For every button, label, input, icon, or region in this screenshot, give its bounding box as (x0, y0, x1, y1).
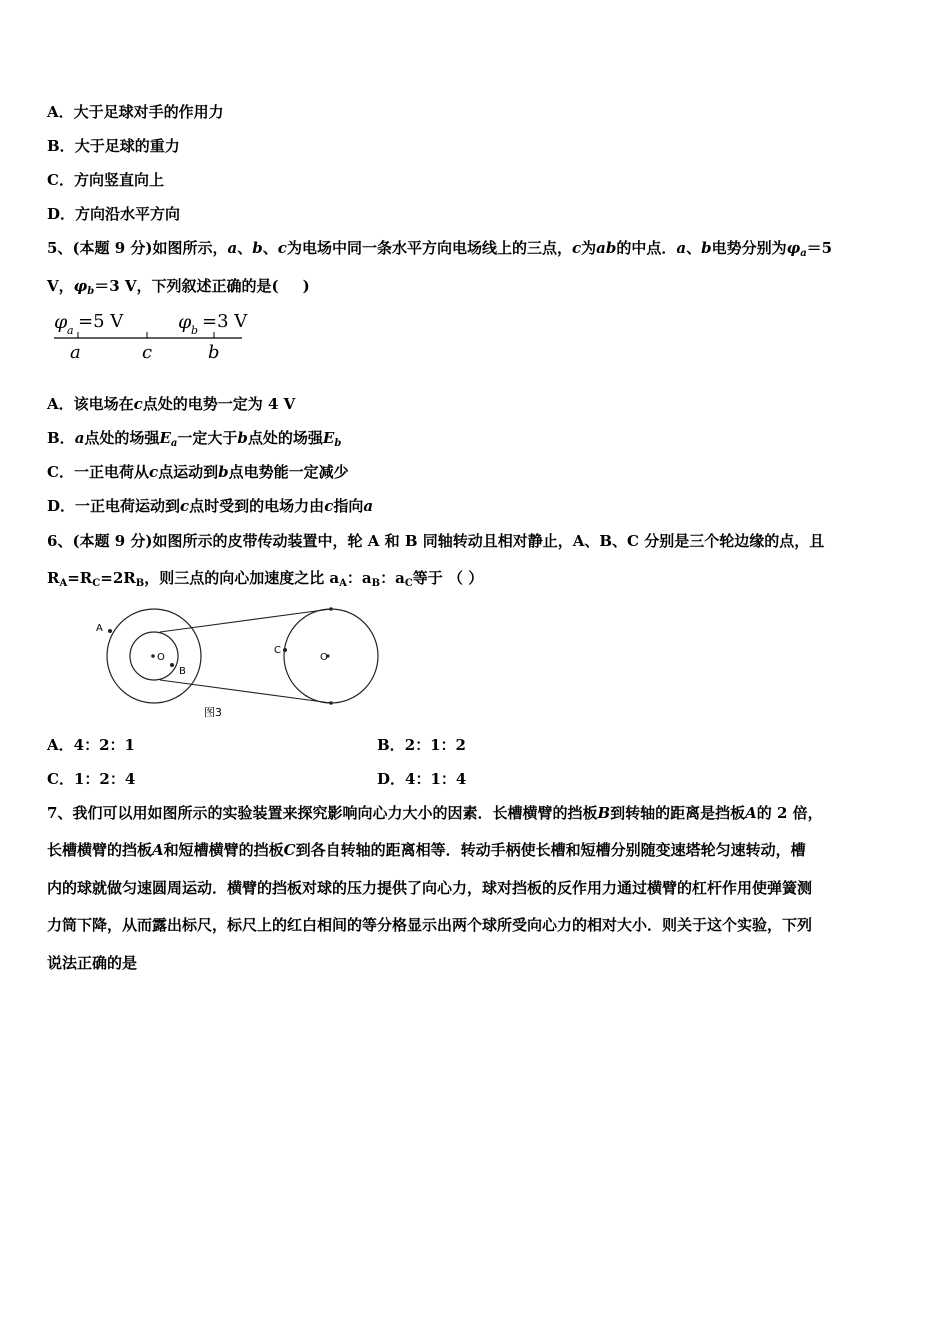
q6-option-b: B．2：1：2 (377, 736, 466, 754)
q6-belt-drive-figure (90, 598, 390, 724)
q6-label-o2: O (320, 652, 328, 663)
q5-fig-phi-a-value: =5 V (78, 311, 124, 332)
q7-stem-line5: 说法正确的是 (47, 954, 138, 972)
q6-axle-left (151, 654, 155, 658)
q4-option-c: C．方向竖直向上 (47, 171, 164, 189)
q5-fig-phi-b-value: =3 V (202, 311, 248, 332)
q7-stem-line3: 内的球就做匀速圆周运动．横臂的挡板对球的压力提供了向心力，球对挡板的反作用力通过横臂的杠杆作用使弹簧测 (47, 879, 813, 897)
q6-option-d: D．4：1：4 (377, 770, 467, 788)
q6-stem-line2: $R_A=R_C=2R_B$，则三点的向心加速度之比 $a_A$：$a_B$：$a_C$等于 （ ） (47, 569, 484, 589)
q7-stem-line1: 7、我们可以用如图所示的实验装置来探究影响向心力大小的因素．长槽横臂的挡板B到转轴的距离是挡板A的 2 倍， (47, 804, 823, 822)
q5-point-c-label: c (142, 342, 153, 363)
q5-field-line-figure (50, 306, 250, 368)
q5-stem-line2: V，$\varphi_b=3$ V，下列叙述正确的是( ) (47, 277, 310, 297)
q5-fig-phi-a: φ (54, 311, 68, 333)
q6-point-b-dot (170, 663, 174, 667)
q6-stem-line1: 6、(本题 9 分)如图所示的皮带传动装置中，轮 A 和 B 同轴转动且相对静止，A、B、C 分别是三个轮边缘的点，且 (47, 532, 825, 550)
q5-option-d: D．一正电荷运动到c点时受到的电场力由c指向a (47, 497, 374, 515)
q6-belt-contact-top (329, 607, 333, 611)
q6-option-a: A．4：2：1 (47, 736, 135, 754)
q6-figure-caption: 图3 (204, 706, 222, 719)
q6-label-c: C (274, 645, 281, 656)
q6-point-c-dot (283, 648, 287, 652)
q5-stem-line1: 5、(本题 9 分)如图所示，a、b、c为电场中同一条水平方向电场线上的三点，c为ab的中点．a、b电势分别为$\varphi_a=5$ (47, 239, 833, 259)
q5-point-a-label: a (70, 342, 81, 363)
q5-fig-phi-b-sub: b (191, 324, 199, 337)
q5-fig-phi-b: φ (178, 311, 192, 333)
q5-option-a: A．该电场在c点处的电势一定为 4 V (47, 395, 296, 413)
q4-option-a: A．大于足球对手的作用力 (47, 103, 224, 121)
q4-option-d: D．方向沿水平方向 (47, 205, 181, 223)
q6-wheel-c (284, 609, 378, 703)
q4-option-b: B．大于足球的重力 (47, 137, 180, 155)
q5-option-c: C．一正电荷从c点运动到b点电势能一定减少 (47, 463, 349, 481)
q6-option-c: C．1：2：4 (47, 770, 136, 788)
q6-label-a: A (96, 623, 103, 634)
q5-fig-phi-a-sub: a (67, 324, 74, 337)
q5-point-b-label: b (208, 342, 220, 363)
q6-label-b: B (179, 666, 186, 677)
q6-label-o1: O (157, 652, 165, 663)
q6-point-a-dot (108, 629, 112, 633)
q7-stem-line2: 长槽横臂的挡板A和短槽横臂的挡板C到各自转轴的距离相等．转动手柄使长槽和短槽分别随变速塔轮匀速转动，槽 (47, 841, 806, 859)
q5-option-b: B．a点处的场强$E_a$一定大于b点处的场强$E_b$ (47, 429, 342, 449)
q6-belt-contact-bottom (329, 701, 333, 705)
q7-stem-line4: 力筒下降，从而露出标尺，标尺上的红白相间的等分格显示出两个球所受向心力的相对大小．则关于这个实验，下列 (47, 916, 813, 934)
